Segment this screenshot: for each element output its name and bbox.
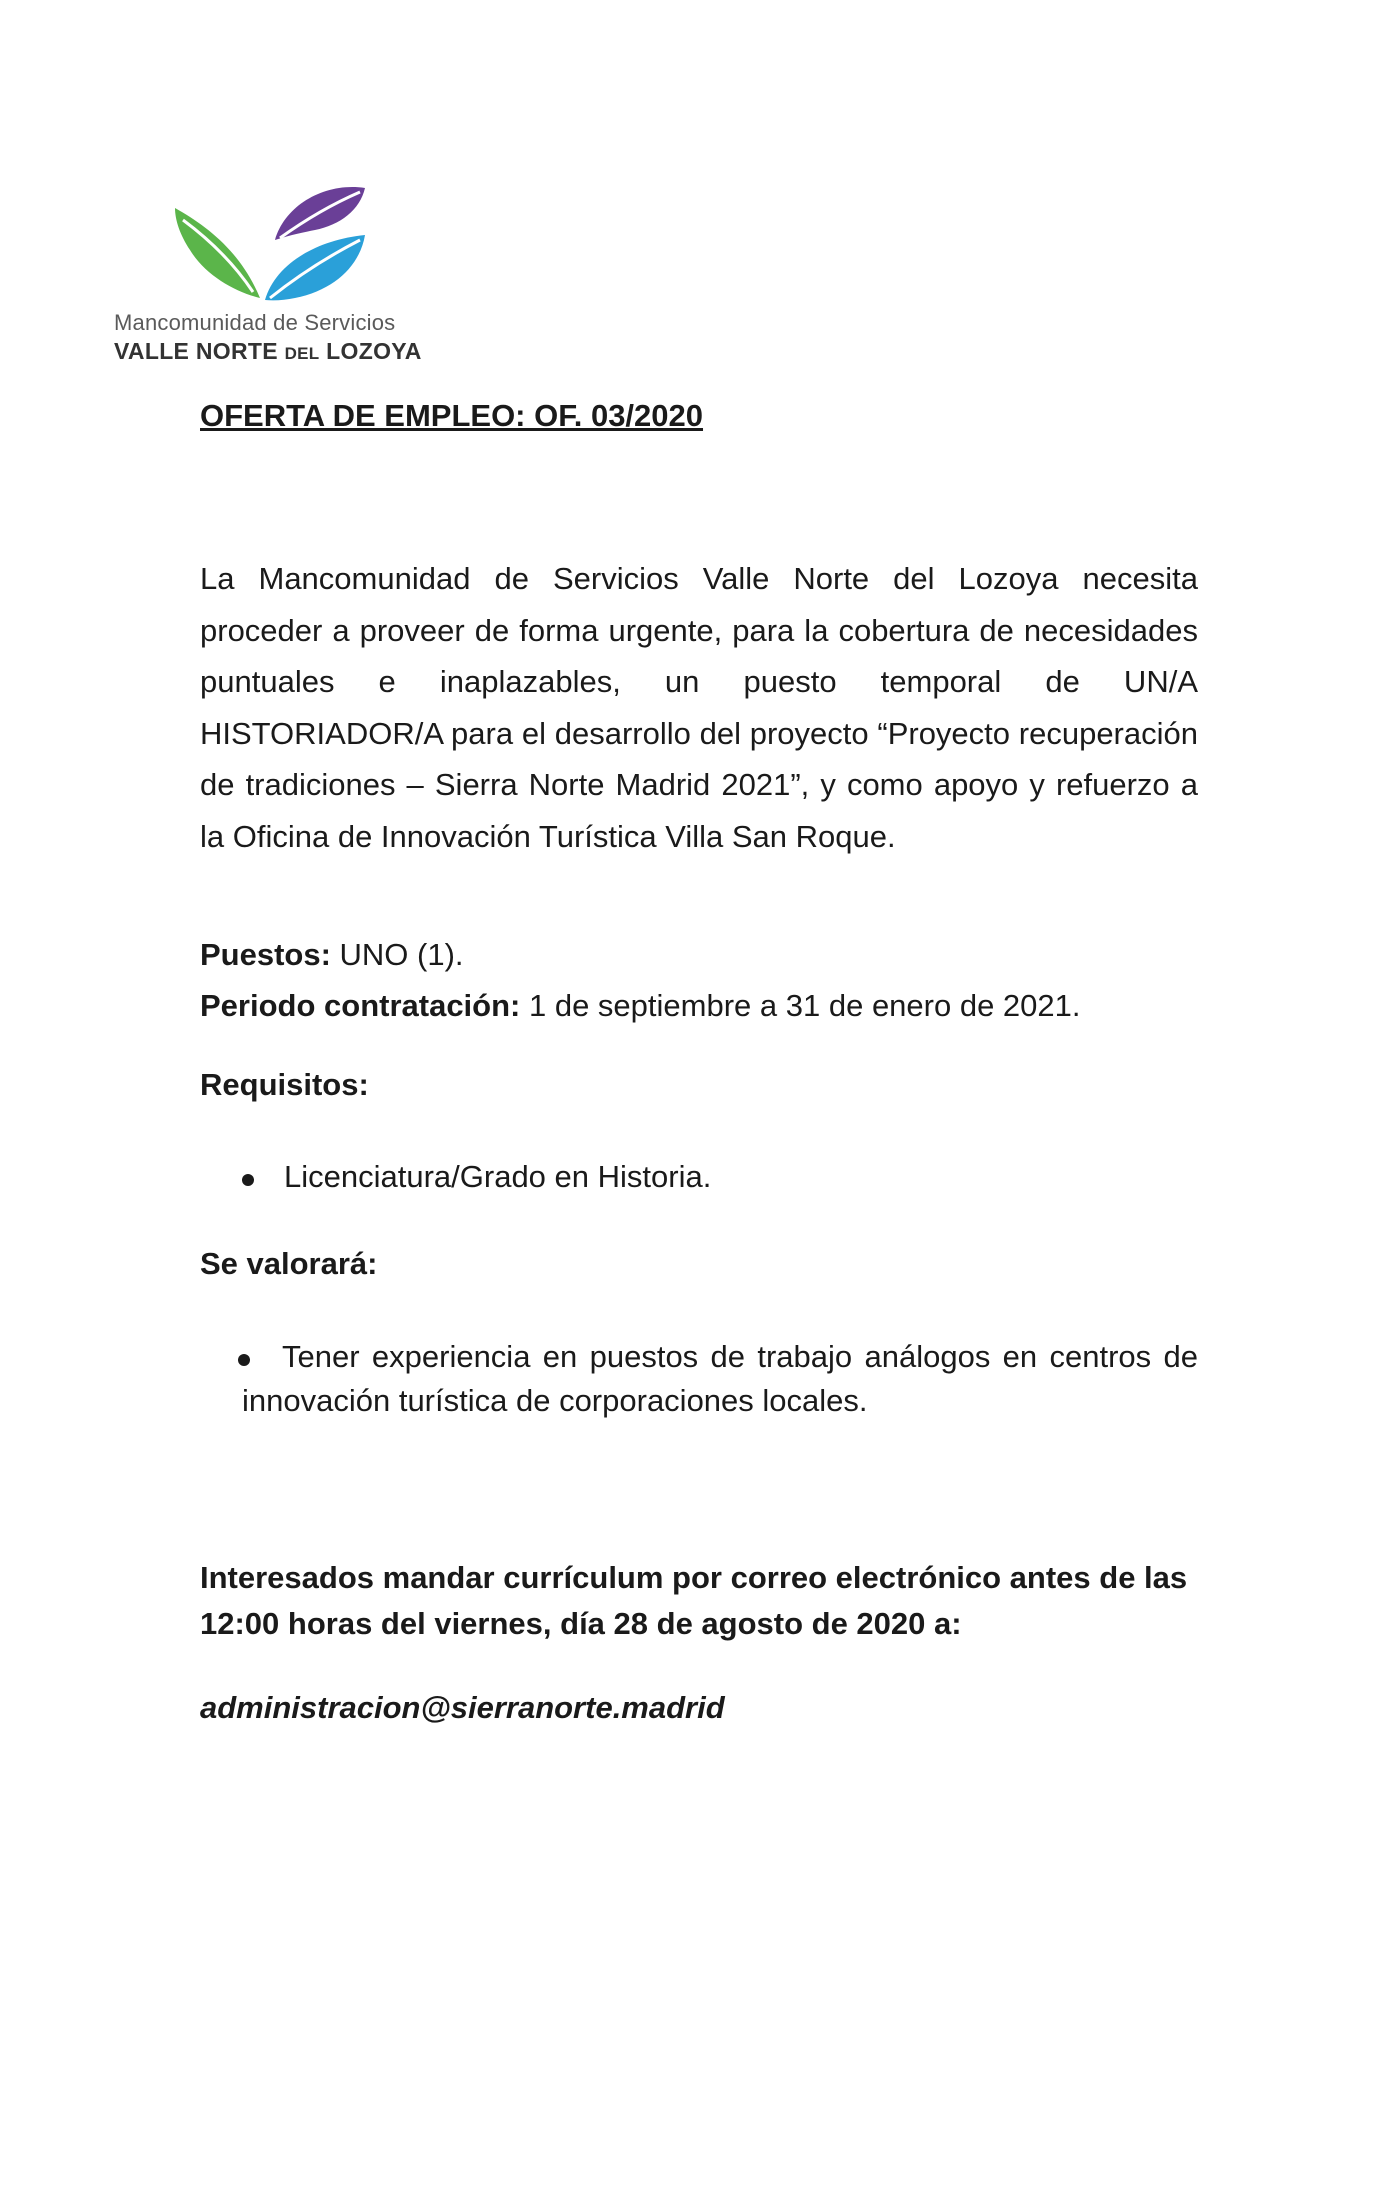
logo-text-valle-norte: VALLE NORTE [114,338,285,364]
logo-text-del: DEL [284,344,320,363]
contact-email: administracion@sierranorte.madrid [200,1690,725,1725]
leaf-logo-icon [165,180,365,310]
valorara-heading: Se valorará: [200,1246,378,1281]
intro-paragraph: La Mancomunidad de Servicios Valle Norte del Lozoya necesita proceder a proveer de forma urgente, para la cobertura de necesidades puntuales e inaplazables, un puesto temporal de UN/A HISTORIADOR/A para el desarrollo del proyecto “Proyecto recuperación de tradiciones – Sierra Norte Madrid 2021”, y como apoyo y refuerzo a la Oficina de Innovación Turística Villa San Roque. [200,561,1198,854]
puestos-value: UNO (1). [330,937,464,972]
periodo-label: Periodo contratación: [200,988,521,1023]
periodo-value: 1 de septiembre a 31 de enero de 2021. [520,988,1081,1023]
requisito-item: Licenciatura/Grado en Historia. [284,1159,712,1194]
puestos-line [200,937,464,973]
logo-text-line1: Mancomunidad de Servicios [114,310,396,335]
logo-text-lozoya: LOZOYA [319,338,422,364]
bullet-icon [242,1174,254,1186]
puestos-label: Puestos: [200,937,331,972]
logo-text-line2 [114,338,422,365]
closing-instructions: Interesados mandar currículum por correo electrónico antes de las 12:00 horas del viernes, día 28 de agosto de 2020 a: [200,1560,1188,1641]
periodo-line [200,988,1081,1024]
requisitos-heading: Requisitos: [200,1067,369,1102]
page-title: OFERTA DE EMPLEO: OF. 03/2020 [200,398,704,433]
valorara-item: Tener experiencia en puestos de trabajo análogos en centros de innovación turística de corporaciones locales. [242,1339,1198,1418]
organization-logo [110,180,430,370]
